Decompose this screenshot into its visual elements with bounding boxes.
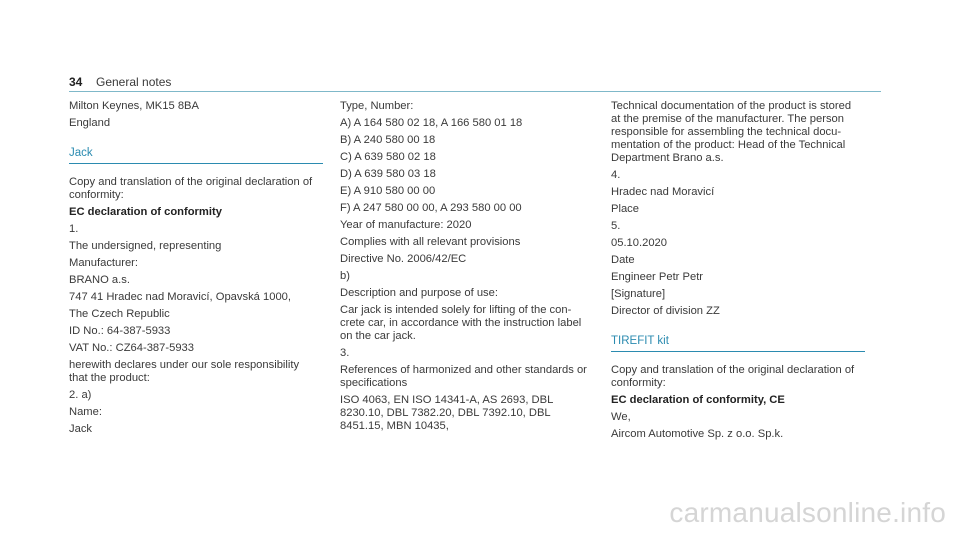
paragraph: Director of division ZZ <box>611 305 720 317</box>
paragraph: Year of manufacture: 2020 <box>340 219 472 231</box>
page-number: 34 <box>69 75 83 89</box>
paragraph: [Signature] <box>611 288 666 300</box>
paragraph: References of harmonized and other standards or specifications <box>340 364 587 389</box>
chapter-title: General notes <box>96 75 172 89</box>
paragraph: Engineer Petr Petr <box>611 271 704 283</box>
paragraph: Copy and translation of the original declaration of conformity: <box>69 176 313 201</box>
paragraph: Name: <box>69 406 102 418</box>
paragraph: VAT No.: CZ64-387-5933 <box>69 342 194 354</box>
paragraph: Aircom Automotive Sp. z o.o. Sp.k. <box>611 428 784 440</box>
paragraph: Technical documentation of the product is stored at the premise of the manufacturer. The person responsible for assembling the technical docu- mentation of the product: Head of the Technical Department Brano a.s. <box>611 100 852 164</box>
paragraph: We, <box>611 411 631 423</box>
paragraph: Type, Number: <box>340 100 414 112</box>
paragraph: The Czech Republic <box>69 308 170 320</box>
paragraph: Date <box>611 254 635 266</box>
paragraph: F) A 247 580 00 00, A 293 580 00 00 <box>340 202 522 214</box>
paragraph: Complies with all relevant provisions <box>340 236 521 248</box>
column-left <box>69 100 323 440</box>
watermark: carmanualsonline.info <box>669 497 946 528</box>
declaration-heading: EC declaration of conformity, CE <box>611 394 785 406</box>
paragraph: Hradec nad Moravicí <box>611 186 715 198</box>
paragraph: Directive No. 2006/42/EC <box>340 253 467 265</box>
paragraph: 4. <box>611 169 621 181</box>
paragraph: C) A 639 580 02 18 <box>340 151 436 163</box>
paragraph: The undersigned, representing <box>69 240 222 252</box>
paragraph: 5. <box>611 220 621 232</box>
paragraph: Place <box>611 203 639 215</box>
section-heading-jack: Jack <box>69 147 323 164</box>
paragraph: E) A 910 580 00 00 <box>340 185 436 197</box>
column-middle <box>340 100 594 437</box>
paragraph: ISO 4063, EN ISO 14341-A, AS 2693, DBL 8230.10, DBL 7382.20, DBL 7392.10, DBL 8451.15, MBN 10435, <box>340 394 554 432</box>
column-right <box>611 100 865 445</box>
paragraph: 05.10.2020 <box>611 237 667 249</box>
paragraph: 2. a) <box>69 389 92 401</box>
paragraph: D) A 639 580 03 18 <box>340 168 436 180</box>
paragraph: Car jack is intended solely for lifting of the con- crete car, in accordance with the instruction label on the car jack. <box>340 304 582 342</box>
paragraph: Description and purpose of use: <box>340 287 498 299</box>
paragraph: A) A 164 580 02 18, A 166 580 01 18 <box>340 117 523 129</box>
paragraph: England <box>69 117 111 129</box>
paragraph: Copy and translation of the original declaration of conformity: <box>611 364 855 389</box>
paragraph: 1. <box>69 223 79 235</box>
paragraph: Milton Keynes, MK15 8BA <box>69 100 199 112</box>
paragraph: 747 41 Hradec nad Moravicí, Opavská 1000, <box>69 291 292 303</box>
section-heading-tirefit: TIREFIT kit <box>611 335 865 352</box>
paragraph: b) <box>340 270 350 282</box>
paragraph: BRANO a.s. <box>69 274 130 286</box>
declaration-heading: EC declaration of conformity <box>69 206 222 218</box>
page-header <box>69 72 881 94</box>
paragraph: Manufacturer: <box>69 257 139 269</box>
paragraph: B) A 240 580 00 18 <box>340 134 436 146</box>
header-rule <box>69 91 881 92</box>
paragraph: 3. <box>340 347 350 359</box>
paragraph: herewith declares under our sole responsibility that the product: <box>69 359 300 384</box>
paragraph: ID No.: 64-387-5933 <box>69 325 171 337</box>
paragraph: Jack <box>69 423 93 435</box>
